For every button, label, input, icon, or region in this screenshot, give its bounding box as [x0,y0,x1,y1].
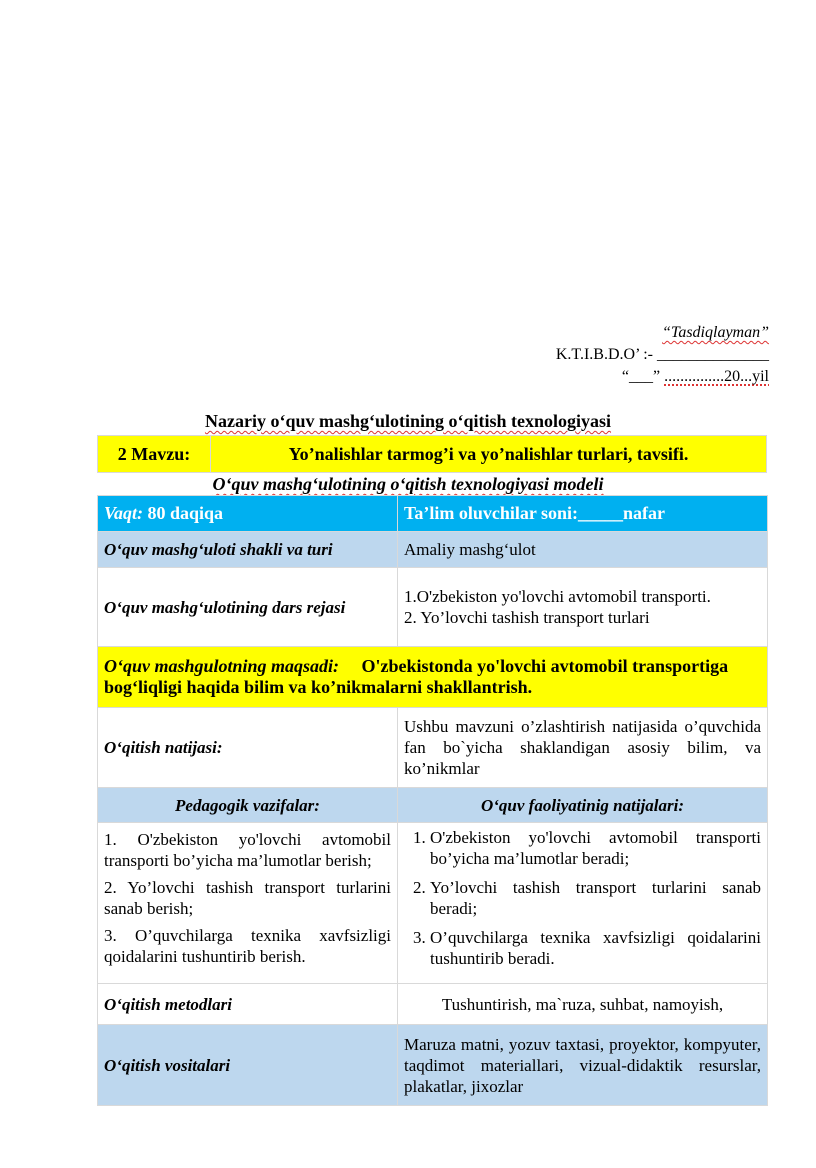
methods-label: O‘qitish metodlari [98,984,398,1025]
model-table [97,495,768,1106]
model-title: O‘quv mashg‘ulotining o‘qitish texnologiyasi modeli [212,474,604,494]
topic-label: 2 Mavzu: [98,436,211,473]
list-item: 2. Yo’lovchi tashish transport turlarini sanab beradi; [430,877,761,919]
goal-cell [98,647,768,708]
approval-block [556,322,769,388]
table-row [98,708,768,788]
table-row [98,984,768,1025]
tools-value: Maruza matni, yozuv taxtasi, proyektor, kompyuter, taqdimot materiallari, vizual-didaktik resurslar, plakatlar, jixozlar [398,1025,768,1106]
document-title: Nazariy o‘quv mashg‘ulotining o‘qitish texnologiyasi [204,411,612,431]
topic-table [97,435,767,473]
list-item: 3. O’quvchilarga texnika xavfsizligi qoidalarini tushuntirib beradi. [430,927,761,969]
approval-line-3: “___” ...............20...yil [621,368,769,385]
approval-line-2: K.T.I.B.D.O’ :- ______________ [555,346,769,363]
table-row [98,1025,768,1106]
goal-label: O‘quv mashgulotning maqsadi: [104,656,340,676]
list-item: 1. O'zbekiston yo'lovchi avtomobil transporti bo’yicha ma’lumotlar beradi; [430,827,761,869]
table-row [98,823,768,984]
form-value: Amaliy mashg‘ulot [398,532,768,568]
list-item: 2. Yo’lovchi tashish transport turlarini sanab berish; [104,878,391,918]
topic-value: Yo’nalishlar tarmog’i va yo’nalishlar turlari, tavsifi. [211,436,767,473]
form-label: O‘quv mashg‘uloti shakli va turi [98,532,398,568]
approval-title: “Tasdiqlayman” [662,324,769,341]
learning-results-header: O‘quv faoliyatinig natijalari: [398,788,768,823]
outcome-label: O‘qitish natijasi: [98,708,398,788]
table-header-row [98,496,768,532]
pedagogical-tasks-header: Pedagogik vazifalar: [98,788,398,823]
pedagogical-tasks-cell [98,823,398,984]
students-count-cell: Ta’lim oluvchilar soni:_____nafar [398,496,768,532]
table-row [98,532,768,568]
table-row [98,568,768,647]
goal-text: O'zbekistonda yo'lovchi avtomobil transportiga bog‘liqligi haqida bilim va ko’nikmalarni shakllantrish. [104,656,729,697]
tools-label: O‘qitish vositalari [98,1025,398,1106]
methods-value: Tushuntirish, ma`ruza, suhbat, namoyish, [398,984,768,1025]
plan-label: O‘quv mashg‘ulotining dars rejasi [98,568,398,647]
outcome-value: Ushbu mavzuni o’zlashtirish natijasida o’quvchida fan bo`yicha shaklandigan asosiy bilim, va ko’nikmlar [398,708,768,788]
time-cell: Vaqt: 80 daqiqa [98,496,398,532]
list-item: 1. O'zbekiston yo'lovchi avtomobil transporti bo’yicha ma’lumotlar berish; [104,830,391,870]
list-item: 3. O’quvchilarga texnika xavfsizligi qoidalarini tushuntirib berish. [104,926,391,966]
table-row [98,647,768,708]
plan-value: 1.O'zbekiston yo'lovchi avtomobil transporti. 2. Yo’lovchi tashish transport turlari [398,568,768,647]
learning-results-cell [398,823,768,984]
table-row [98,788,768,823]
